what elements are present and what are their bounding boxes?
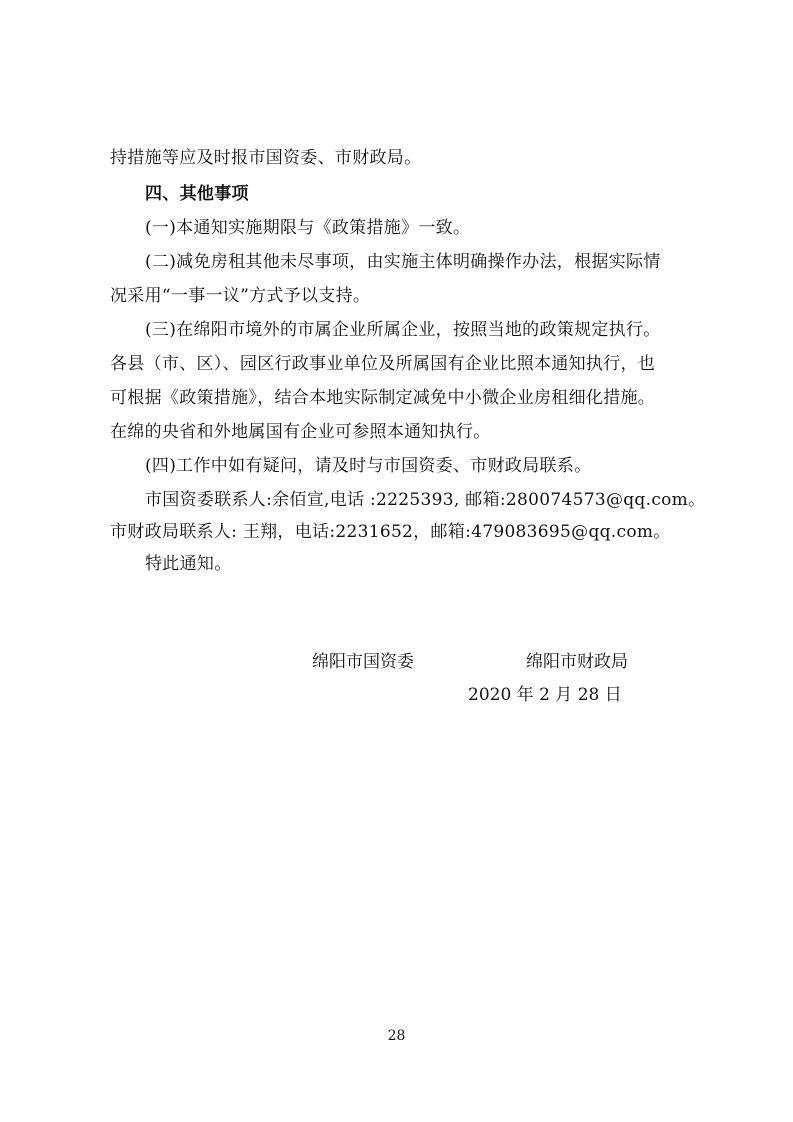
paragraph-line: 持措施等应及时报市国资委、市财政局。 <box>110 148 422 168</box>
paragraph-line: (一)本通知实施期限与《政策措施》一致。 <box>145 218 471 238</box>
paragraph-line: (二)减免房租其他未尽事项，由实施主体明确操作办法，根据实际情 <box>145 252 661 272</box>
paragraph-line: 可根据《政策措施》，结合本地实际制定减免中小微企业房租细化措施。 <box>110 388 656 408</box>
paragraph-line: (四)工作中如有疑问，请及时与市国资委、市财政局联系。 <box>145 456 592 476</box>
closing-line: 特此通知。 <box>145 554 232 574</box>
contact-line: 市财政局联系人: 王翔，电话:2231652，邮箱:479083695@qq.com。 <box>110 522 671 542</box>
paragraph-line: 在绵的央省和外地属国有企业可参照本通知执行。 <box>110 422 491 442</box>
paragraph-line: 况采用“一事一议”方式予以支持。 <box>110 286 371 306</box>
contact-line: 市国资委联系人:余佰宣,电话 :2225393, 邮箱:280074573@qq.com。 <box>145 490 706 510</box>
paragraph-line: (三)在绵阳市境外的市属企业所属企业，按照当地的政策规定执行。 <box>145 320 661 340</box>
page-number: 28 <box>387 1028 406 1044</box>
section-heading: 四、其他事项 <box>145 184 249 204</box>
signature-org-2: 绵阳市财政局 <box>526 652 628 672</box>
signature-date: 2020 年 2 月 28 日 <box>468 685 622 705</box>
paragraph-line: 各县（市、区）、园区行政事业单位及所属国有企业比照本通知执行，也 <box>110 354 656 374</box>
signature-org-1: 绵阳市国资委 <box>312 652 414 672</box>
